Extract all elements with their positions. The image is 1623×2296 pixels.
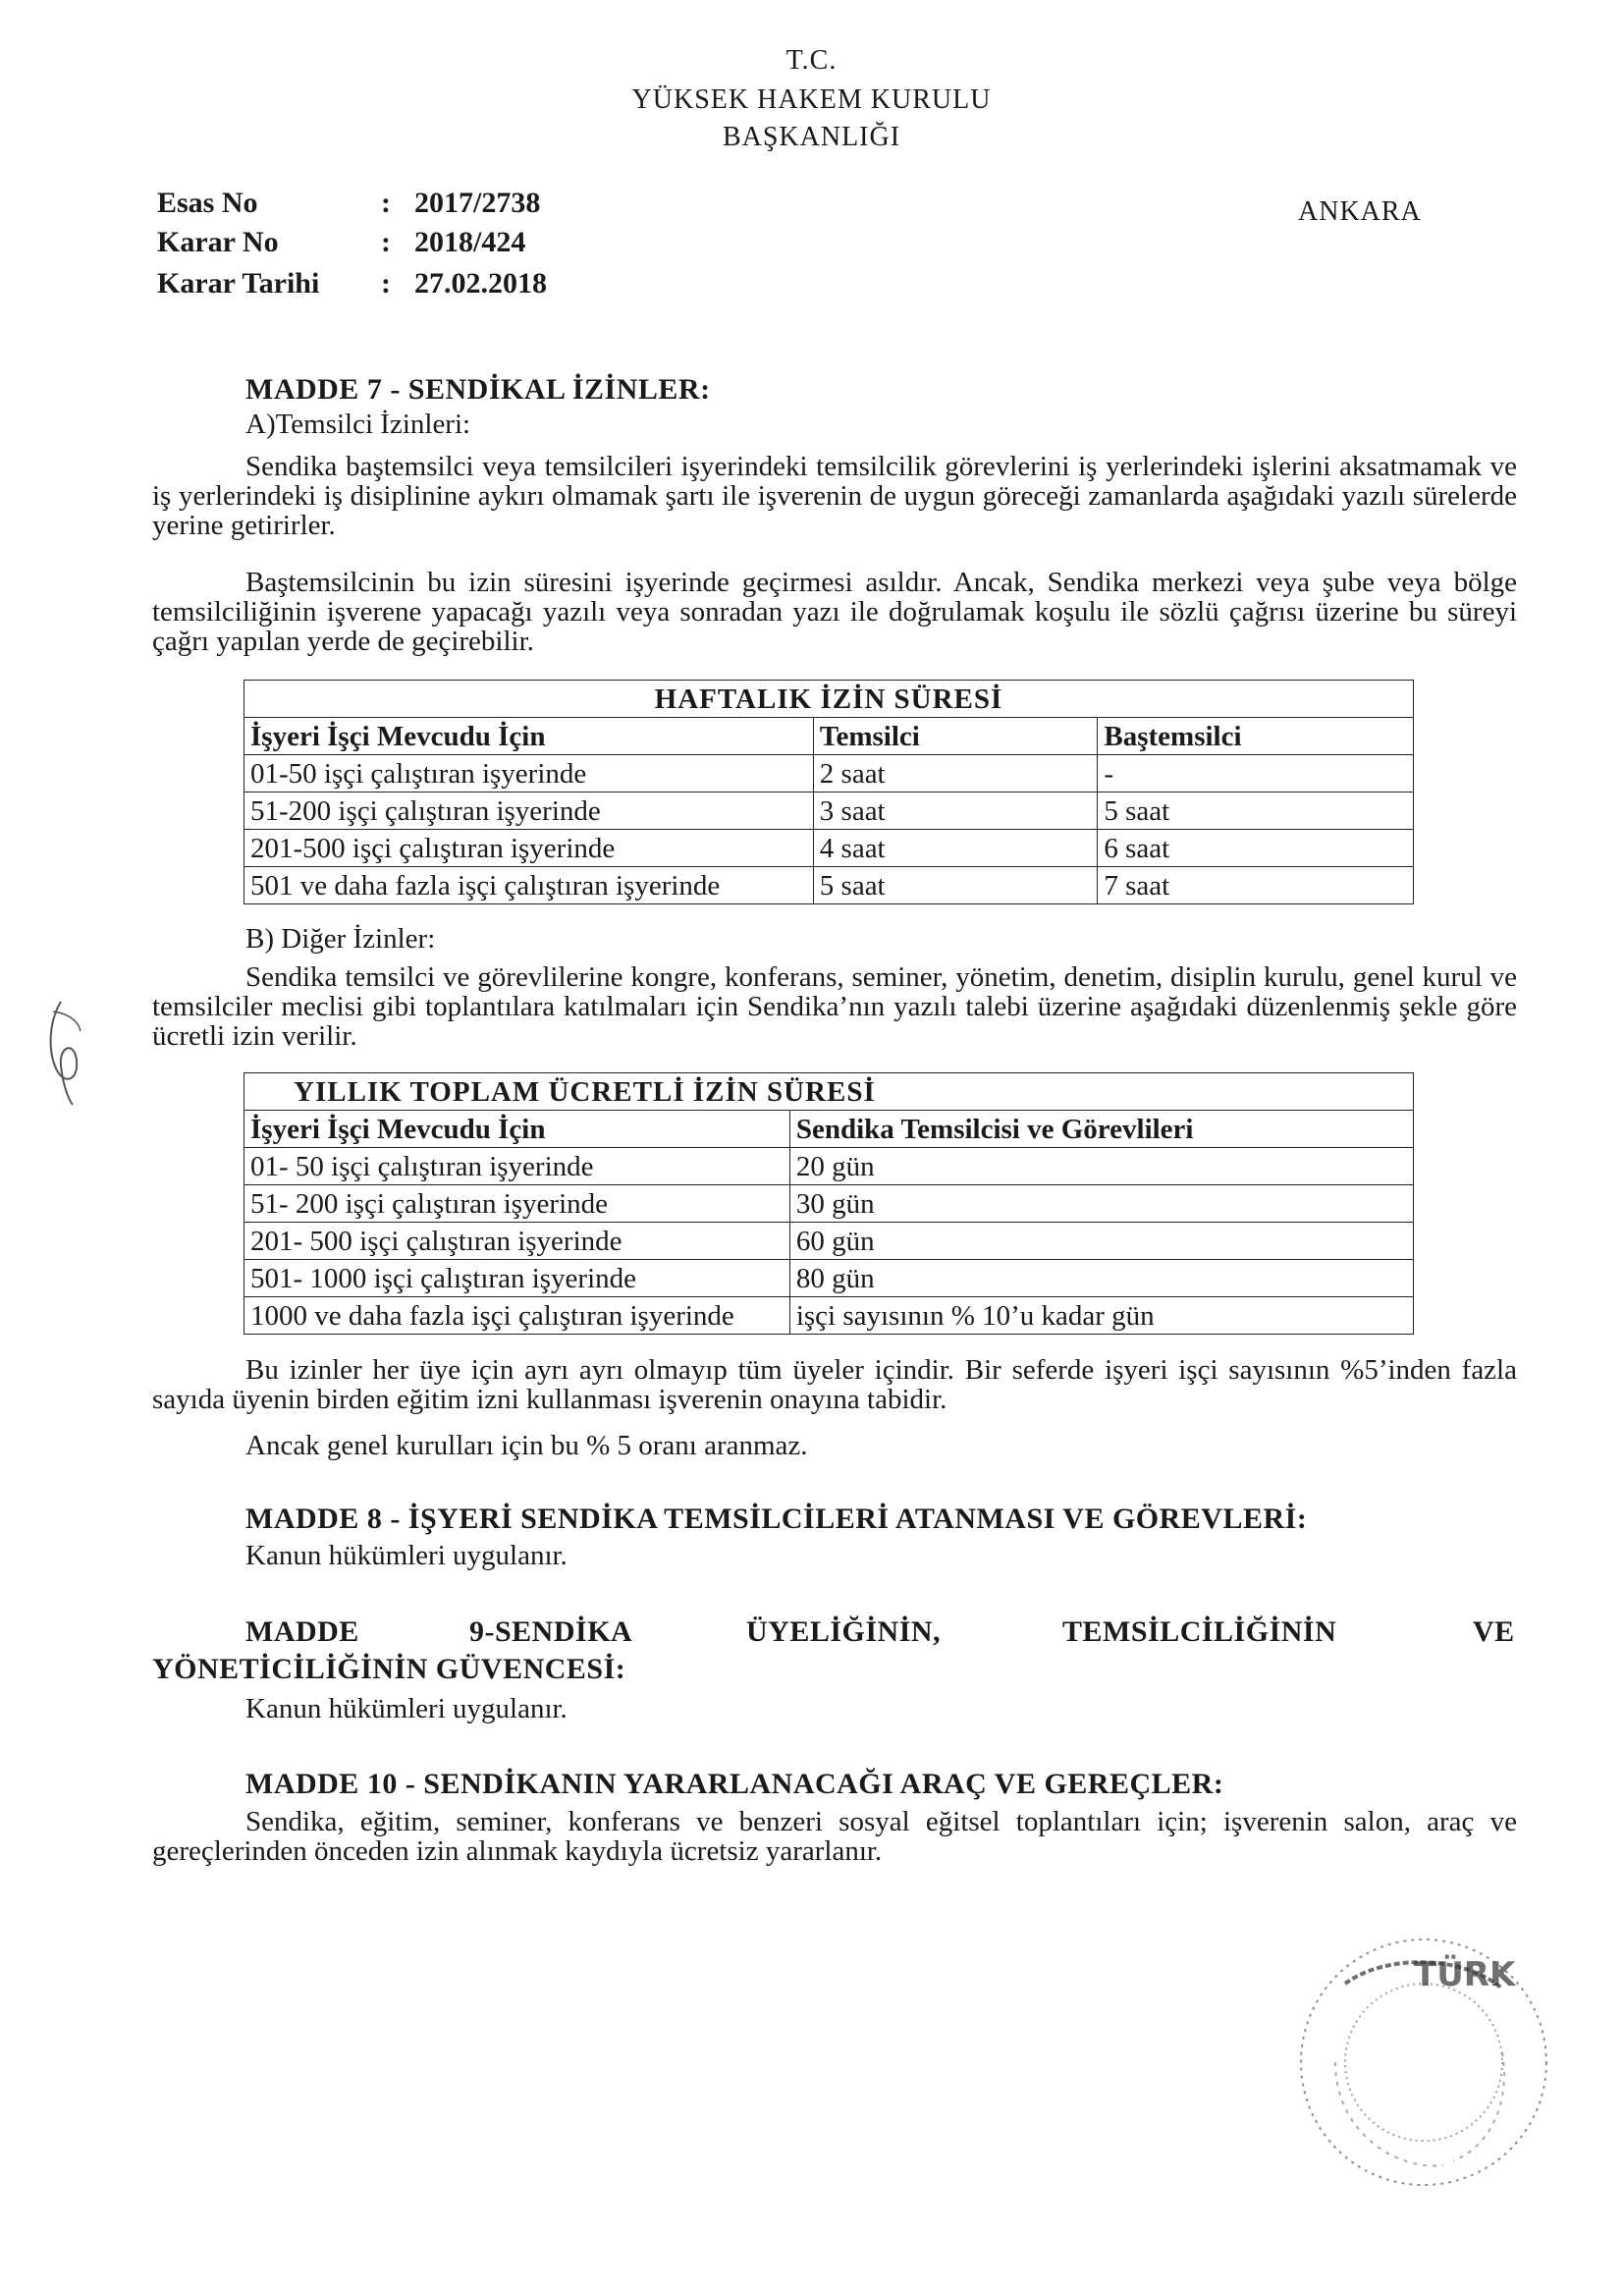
madde7-para3: Sendika temsilci ve görevlilerine kongre, konferans, seminer, yönetim, denetim, disiplin kurulu, genel kurul ve temsilciler meclisi gibi toplantılara katılmaları için Sendika’nın yazılı talebi üzerine aşağıdaki düzenlenmiş şekle göre ücretli izin verilir. — [152, 961, 1517, 1052]
meta-value: 2017/2738 — [414, 187, 541, 219]
table-header-cell: Sendika Temsilcisi ve Görevlileri — [789, 1111, 1413, 1148]
official-seal-icon — [1276, 1915, 1561, 2200]
meta-label: Karar Tarihi — [157, 267, 320, 300]
meta-label: Karar No — [157, 226, 279, 258]
table-row — [244, 1297, 1414, 1335]
table-cell: - — [1098, 755, 1414, 793]
madde7-para5: Ancak genel kurulları için bu % 5 oranı aranmaz. — [245, 1430, 808, 1461]
table-header-cell: Baştemsilci — [1098, 718, 1414, 755]
table-cell: 201-500 işçi çalıştıran işyerinde — [244, 830, 814, 867]
madde9-title-word: MADDE — [245, 1615, 359, 1648]
margin-signature-icon — [39, 992, 98, 1110]
madde7-sub-a: A)Temsilci İzinleri: — [245, 409, 471, 440]
table-cell: 51- 200 işçi çalıştıran işyerinde — [244, 1185, 790, 1223]
table-header-cell: İşyeri İşçi Mevcudu İçin — [244, 718, 814, 755]
meta-value: 2018/424 — [414, 226, 526, 258]
madde9-body: Kanun hükümleri uygulanır. — [245, 1693, 568, 1724]
madde9-title-line2: YÖNETİCİLİĞİNİN GÜVENCESİ: — [152, 1653, 626, 1685]
madde10-title: MADDE 10 - SENDİKANIN YARARLANACAĞI ARAÇ VE GEREÇLER: — [245, 1768, 1224, 1800]
table-row — [244, 793, 1414, 830]
table-row — [244, 755, 1414, 793]
header-presidency: BAŞKANLIĞI — [722, 122, 901, 152]
madde8-title: MADDE 8 - İŞYERİ SENDİKA TEMSİLCİLERİ ATANMASI VE GÖREVLERİ: — [245, 1503, 1308, 1535]
table-cell: 1000 ve daha fazla işçi çalıştıran işyerinde — [244, 1297, 790, 1335]
table-row — [244, 1148, 1414, 1185]
table-row — [244, 1223, 1414, 1260]
table-header-cell: Temsilci — [813, 718, 1098, 755]
table-cell: 501 ve daha fazla işçi çalıştıran işyerinde — [244, 867, 814, 904]
weekly-leave-table — [243, 680, 1414, 904]
madde9-title-word: TEMSİLCİLİĞİNİN — [1062, 1615, 1337, 1648]
table-cell: 30 gün — [789, 1185, 1413, 1223]
table-cell: 7 saat — [1098, 867, 1414, 904]
table-row — [244, 1260, 1414, 1297]
madde9-title-word: ÜYELİĞİNİN, — [746, 1615, 942, 1648]
table-title: HAFTALIK İZİN SÜRESİ — [244, 681, 1414, 718]
table-cell: işçi sayısının % 10’u kadar gün — [789, 1297, 1413, 1335]
madde7-sub-b: B) Diğer İzinler: — [245, 923, 436, 955]
table-row — [244, 830, 1414, 867]
madde7-para2: Baştemsilcinin bu izin süresini işyerinde geçirmesi asıldır. Ancak, Sendika merkezi veya şube veya bölge temsilciliğinin işverene yapacağı yazılı veya sonradan yazı ile doğrulamak koşulu ile sözlü çağrısı üzerine bu süreyi çağrı yapılan yerde de geçirebilir. — [152, 567, 1517, 657]
meta-value: 27.02.2018 — [414, 267, 547, 300]
madde7-para1: Sendika baştemsilci veya temsilcileri işyerindeki temsilcilik görevlerini iş yerlerindeki işlerini aksatmamak ve iş yerlerindeki iş disiplinine aykırı olmamak şartı ile işverenin de uygun göreceği zamanlarda aşağıdaki yazılı sürelerde yerine getirirler. — [152, 451, 1517, 541]
table-cell: 3 saat — [813, 793, 1098, 830]
annual-leave-table — [243, 1072, 1414, 1335]
table-row — [244, 1185, 1414, 1223]
table-title-row — [244, 1073, 1414, 1111]
table-cell: 80 gün — [789, 1260, 1413, 1297]
meta-label: Esas No — [157, 187, 258, 219]
table-cell: 6 saat — [1098, 830, 1414, 867]
table-header-cell: İşyeri İşçi Mevcudu İçin — [244, 1111, 790, 1148]
madde9-title-word: VE — [1473, 1615, 1515, 1648]
madde7-para4: Bu izinler her üye için ayrı ayrı olmayıp tüm üyeler içindir. Bir seferde işyeri işçi sayısının %5’inden fazla sayıda üyenin birden eğitim izni kullanması işverenin onayına tabidir. — [152, 1354, 1517, 1415]
table-cell: 501- 1000 işçi çalıştıran işyerinde — [244, 1260, 790, 1297]
header-tc: T.C. — [785, 45, 838, 76]
table-cell: 20 gün — [789, 1148, 1413, 1185]
meta-colon: : — [381, 267, 391, 300]
table-header-row — [244, 1111, 1414, 1148]
table-cell: 2 saat — [813, 755, 1098, 793]
table-cell: 201- 500 işçi çalıştıran işyerinde — [244, 1223, 790, 1260]
table-cell: 4 saat — [813, 830, 1098, 867]
header-institution: YÜKSEK HAKEM KURULU — [631, 84, 992, 115]
madde7-title: MADDE 7 - SENDİKAL İZİNLER: — [245, 373, 711, 406]
table-cell: 01- 50 işçi çalıştıran işyerinde — [244, 1148, 790, 1185]
table-cell: 51-200 işçi çalıştıran işyerinde — [244, 793, 814, 830]
table-header-row — [244, 718, 1414, 755]
seal-lettering: TÜRK — [1414, 1955, 1516, 1995]
table-cell: 5 saat — [813, 867, 1098, 904]
table-title-row — [244, 681, 1414, 718]
madde8-body: Kanun hükümleri uygulanır. — [245, 1540, 568, 1571]
meta-colon: : — [381, 226, 391, 258]
table-row — [244, 867, 1414, 904]
table-title: YILLIK TOPLAM ÜCRETLİ İZİN SÜRESİ — [244, 1073, 1414, 1111]
city: ANKARA — [1298, 196, 1422, 227]
table-cell: 5 saat — [1098, 793, 1414, 830]
table-cell: 60 gün — [789, 1223, 1413, 1260]
meta-colon: : — [381, 187, 391, 219]
madde9-title-word: 9-SENDİKA — [469, 1615, 633, 1648]
madde10-body: Sendika, eğitim, seminer, konferans ve benzeri sosyal eğitsel toplantıları için; işverenin salon, araç ve gereçlerinden önceden izin alınmak kaydıyla ücretsiz yararlanır. — [152, 1806, 1517, 1867]
table-cell: 01-50 işçi çalıştıran işyerinde — [244, 755, 814, 793]
